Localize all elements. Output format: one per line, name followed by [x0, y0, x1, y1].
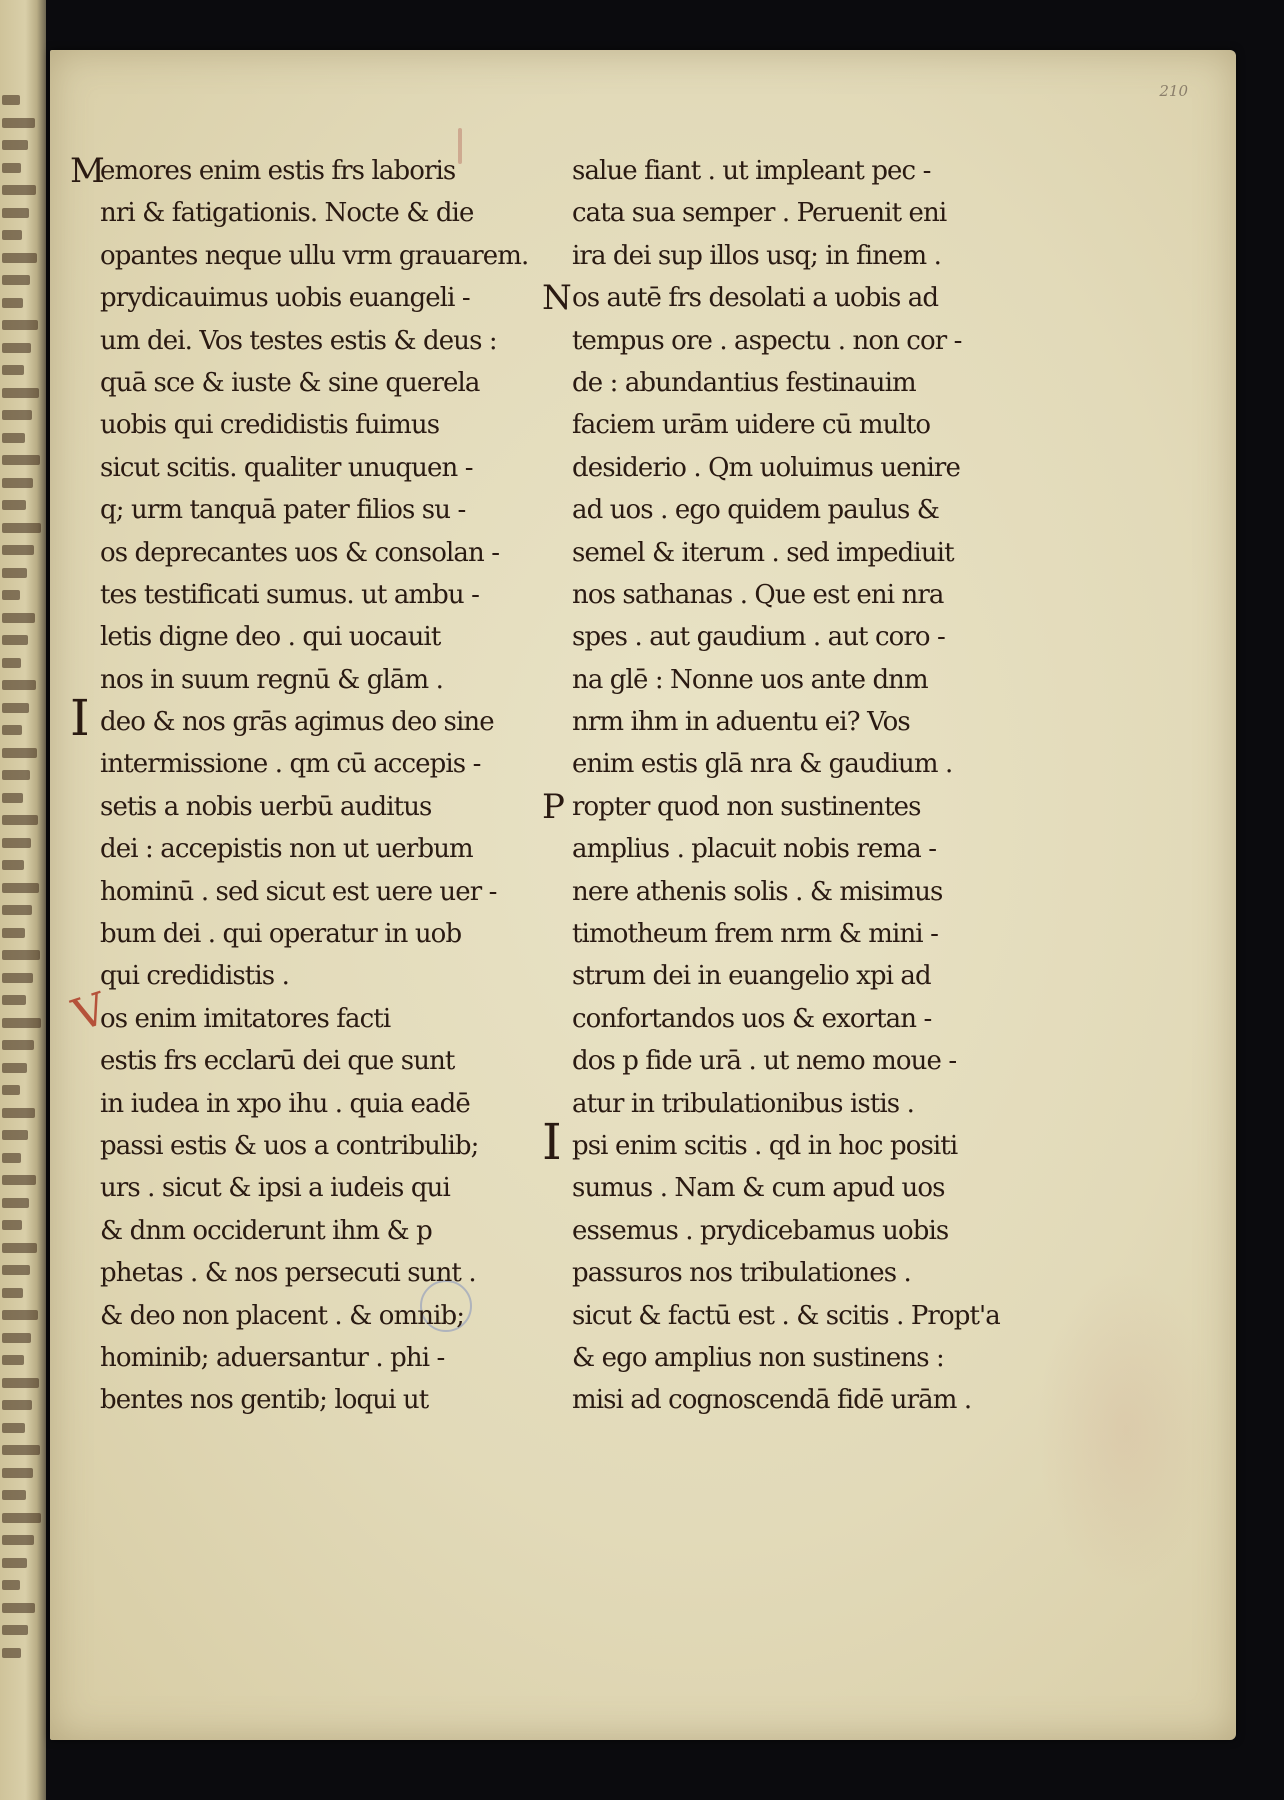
text-line: [542, 1083, 982, 1125]
adjacent-page-text-fragment: [2, 523, 41, 533]
adjacent-page-text-fragment: [2, 1378, 39, 1388]
adjacent-page-text-fragment: [2, 1243, 37, 1253]
line-text: sumus . Nam & cum apud uos: [572, 1173, 945, 1204]
text-line: [542, 701, 982, 743]
text-line: [542, 362, 982, 404]
adjacent-page-text-fragment: [2, 1040, 34, 1050]
text-line: [542, 955, 982, 997]
adjacent-page-text-fragment: [2, 185, 36, 195]
adjacent-page-text-fragment: [2, 928, 25, 938]
text-line: [542, 786, 982, 828]
line-text: estis frs ecclarū dei que sunt: [100, 1046, 455, 1077]
text-line: [70, 1210, 510, 1252]
text-line: [70, 1252, 510, 1294]
text-line: [542, 1337, 982, 1379]
adjacent-page-text-fragment: [2, 860, 24, 870]
text-line: [70, 659, 510, 701]
text-line: [542, 1379, 982, 1421]
text-line: [70, 1337, 510, 1379]
text-line: [70, 447, 510, 489]
adjacent-page-text-fragment: [2, 208, 29, 218]
adjacent-page-text-fragment: [2, 320, 38, 330]
adjacent-page-text-fragment: [2, 1355, 24, 1365]
adjacent-page-text-fragment: [2, 343, 31, 353]
adjacent-page-text-fragment: [2, 973, 33, 983]
initial-letter: P: [542, 786, 564, 827]
text-line: [70, 150, 510, 192]
line-text: & deo non placent . & omnib;: [100, 1300, 465, 1331]
adjacent-page-text-fragment: [2, 253, 37, 263]
adjacent-page-text-fragment: [2, 1265, 30, 1275]
text-line: [70, 955, 510, 997]
line-text: de : abundantius festinauim: [572, 367, 916, 398]
text-line: [542, 574, 982, 616]
text-line: [70, 532, 510, 574]
adjacent-page-text-fragment: [2, 1310, 38, 1320]
text-line: [542, 235, 982, 277]
line-text: emores enim estis frs laboris: [100, 156, 456, 186]
text-line: [542, 1295, 1000, 1337]
line-text: in iudea in xpo ihu . quia eadē: [100, 1088, 470, 1119]
text-line: [542, 1167, 982, 1209]
line-text: desiderio . Qm uoluimus uenire: [572, 452, 960, 483]
folio-number: 210: [1159, 82, 1188, 100]
adjacent-page-text-fragment: [2, 1153, 21, 1163]
text-line: [542, 489, 982, 531]
line-text: essemus . prydicebamus uobis: [572, 1215, 949, 1246]
adjacent-page-text-fragment: [2, 1603, 35, 1613]
text-line: [70, 192, 510, 234]
left-text-column: [66, 150, 529, 1422]
line-text: psi enim scitis . qd in hoc positi: [572, 1130, 958, 1161]
adjacent-page-text-fragment: [2, 1468, 33, 1478]
adjacent-page-text-fragment: [2, 1288, 23, 1298]
line-text: nrm ihm in aduentu ei? Vos: [572, 707, 910, 738]
initial-letter: I: [542, 1112, 561, 1171]
adjacent-page-text-fragment: [2, 230, 22, 240]
adjacent-page-text-fragment: [2, 770, 30, 780]
text-line: [542, 998, 982, 1040]
adjacent-page-text-fragment: [2, 1400, 32, 1410]
line-text: q; urm tanquā pater filios su -: [100, 495, 466, 526]
adjacent-page-text-fragment: [2, 1535, 34, 1545]
adjacent-page-text-fragment: [2, 118, 35, 128]
adjacent-page-text-fragment: [2, 95, 20, 105]
text-line: [70, 1125, 510, 1167]
line-text: atur in tribulationibus istis .: [572, 1088, 914, 1119]
text-line: [70, 871, 510, 913]
line-text: phetas . & nos persecuti sunt .: [100, 1258, 476, 1289]
text-line: [70, 1379, 510, 1421]
line-text: salue fiant . ut impleant pec -: [572, 156, 931, 186]
initial-letter: M: [70, 151, 104, 191]
line-text: & ego amplius non sustinens :: [572, 1342, 944, 1373]
text-line: [542, 1252, 982, 1294]
text-line: [70, 786, 510, 828]
line-text: nos in suum regnū & glām .: [100, 664, 443, 695]
text-line: [542, 277, 982, 319]
text-line: [70, 743, 510, 785]
line-text: setis a nobis uerbū auditus: [100, 791, 432, 822]
text-line: [70, 913, 510, 955]
text-line: [542, 1112, 982, 1171]
line-text: ad uos . ego quidem paulus &: [572, 495, 940, 526]
line-text: um dei. Vos testes estis & deus :: [100, 325, 497, 356]
line-text: dei : accepistis non ut uerbum: [100, 834, 473, 865]
adjacent-page-text-fragment: [2, 1108, 35, 1118]
adjacent-page-text-fragment: [2, 725, 22, 735]
adjacent-page-text-fragment: [2, 163, 21, 173]
line-text: timotheum frem nrm & mini -: [572, 919, 938, 950]
adjacent-page-text-fragment: [2, 590, 20, 600]
text-line: [70, 489, 510, 531]
adjacent-page-edge: [0, 0, 46, 1800]
line-text: deo & nos grās agimus deo sine: [100, 707, 494, 738]
adjacent-page-text-fragment: [2, 748, 37, 758]
text-line: [66, 983, 510, 1042]
line-text: misi ad cognoscendā fidē urām .: [572, 1385, 972, 1416]
line-text: intermissione . qm cū accepis -: [100, 749, 481, 780]
adjacent-page-text-fragment: [2, 1085, 20, 1095]
line-text: tes testificati sumus. ut ambu -: [100, 579, 480, 610]
adjacent-page-text-fragment: [2, 545, 34, 555]
text-line: [70, 1040, 510, 1082]
initial-letter: I: [70, 689, 89, 748]
adjacent-page-text-fragment: [2, 1423, 25, 1433]
line-text: nere athenis solis . & misimus: [572, 876, 943, 907]
line-text: bentes nos gentib; loqui ut: [100, 1385, 429, 1416]
line-text: cata sua semper . Peruenit eni: [572, 198, 947, 229]
text-line: [542, 404, 982, 446]
line-text: nos sathanas . Que est eni nra: [572, 579, 944, 610]
line-text: tempus ore . aspectu . non cor -: [572, 325, 962, 356]
line-text: bum dei . qui operatur in uob: [100, 919, 462, 950]
adjacent-page-text-fragment: [2, 455, 40, 465]
line-text: sicut scitis. qualiter unuquen -: [100, 452, 473, 483]
adjacent-page-text-fragment: [2, 1198, 29, 1208]
adjacent-page-text-fragment: [2, 500, 26, 510]
adjacent-page-text-fragment: [2, 703, 29, 713]
adjacent-page-text-fragment: [2, 1130, 28, 1140]
adjacent-page-text-fragment: [2, 478, 33, 488]
text-line: [70, 1083, 510, 1125]
adjacent-page-text-fragment: [2, 433, 25, 443]
text-line: [70, 277, 510, 319]
text-line: [542, 616, 982, 658]
adjacent-page-text-fragment: [2, 1580, 20, 1590]
text-line: [70, 689, 510, 748]
line-text: os autē frs desolati a uobis ad: [572, 283, 939, 314]
text-line: [70, 616, 510, 658]
adjacent-page-text-fragment: [2, 658, 21, 668]
adjacent-page-text-fragment: [2, 1445, 40, 1455]
adjacent-page-text-fragment: [2, 1625, 28, 1635]
initial-letter: N: [542, 278, 571, 319]
adjacent-page-text-fragment: [2, 1018, 41, 1028]
adjacent-page-text-fragment: [2, 410, 32, 420]
adjacent-page-text-fragment: [2, 140, 28, 150]
adjacent-page-text-fragment: [2, 613, 35, 623]
adjacent-page-text-fragment: [2, 635, 28, 645]
line-text: amplius . placuit nobis rema -: [572, 834, 937, 865]
line-text: ropter quod non sustinentes: [572, 791, 921, 822]
adjacent-page-text-fragment: [2, 365, 24, 375]
line-text: hominib; aduersantur . phi -: [100, 1342, 445, 1373]
line-text: confortandos uos & exortan -: [572, 1003, 932, 1034]
adjacent-page-text-fragment: [2, 1558, 27, 1568]
adjacent-page-text-fragment: [2, 950, 40, 960]
line-text: letis digne deo . qui uocauit: [100, 622, 441, 653]
adjacent-page-text-fragment: [2, 1648, 21, 1658]
text-line: [70, 404, 510, 446]
adjacent-page-text-fragment: [2, 1490, 26, 1500]
line-text: spes . aut gaudium . aut coro -: [572, 622, 945, 653]
adjacent-page-text-fragment: [2, 1513, 41, 1523]
text-line: [542, 150, 982, 192]
adjacent-page-text-fragment: [2, 1175, 36, 1185]
line-text: strum dei in euangelio xpi ad: [572, 961, 931, 992]
line-text: urs . sicut & ipsi a iudeis qui: [100, 1173, 450, 1204]
text-line: [542, 913, 982, 955]
adjacent-page-text-fragment: [2, 815, 38, 825]
line-text: quā sce & iuste & sine querela: [100, 367, 480, 398]
parchment-stain: [1036, 1270, 1216, 1590]
line-text: na glē : Nonne uos ante dnm: [572, 664, 928, 695]
adjacent-page-text-fragment: [2, 1333, 31, 1343]
line-text: qui credidistis .: [100, 961, 289, 992]
line-text: prydicauimus uobis euangeli -: [100, 283, 470, 314]
text-line: [542, 320, 982, 362]
line-text: nri & fatigationis. Nocte & die: [100, 198, 474, 229]
text-line: [70, 574, 510, 616]
line-text: passi estis & uos a contribulib;: [100, 1130, 479, 1161]
text-line: [542, 447, 982, 489]
adjacent-page-text-fragment: [2, 995, 26, 1005]
adjacent-page-text-fragment: [2, 275, 30, 285]
line-text: faciem urām uidere cū multo: [572, 410, 931, 441]
text-line: [70, 1167, 510, 1209]
text-line: [542, 1210, 982, 1252]
text-line: [70, 828, 510, 870]
text-line: [542, 828, 982, 870]
text-line: [70, 1295, 510, 1337]
line-text: uobis qui credidistis fuimus: [100, 410, 440, 441]
text-line: [542, 1040, 982, 1082]
adjacent-page-text-fragment: [2, 680, 36, 690]
line-text: hominū . sed sicut est uere uer -: [100, 876, 497, 907]
text-line: [542, 532, 982, 574]
adjacent-page-text-fragment: [2, 298, 23, 308]
text-line: [70, 320, 510, 362]
adjacent-page-text-fragment: [2, 388, 39, 398]
adjacent-page-text-fragment: [2, 568, 27, 578]
line-text: semel & iterum . sed impediuit: [572, 537, 954, 568]
text-line: [542, 743, 982, 785]
adjacent-page-text-fragment: [2, 838, 31, 848]
text-line: [542, 659, 982, 701]
line-text: ira dei sup illos usq; in finem .: [572, 240, 941, 271]
text-line: [70, 362, 510, 404]
manuscript-folio: [50, 50, 1236, 1740]
right-text-column: [542, 150, 1000, 1422]
adjacent-page-text-fragment: [2, 883, 39, 893]
line-text: os deprecantes uos & consolan -: [100, 537, 500, 568]
line-text: dos p fide urā . ut nemo moue -: [572, 1046, 957, 1077]
line-text: & dnm occiderunt ihm & p: [100, 1215, 432, 1246]
red-initial-letter: V: [66, 983, 112, 1042]
text-line: [542, 871, 982, 913]
line-text: opantes neque ullu vrm grauarem.: [100, 240, 529, 271]
text-line: [542, 192, 982, 234]
adjacent-page-text-fragment: [2, 793, 23, 803]
line-text: os enim imitatores facti: [100, 1003, 391, 1034]
adjacent-page-text-fragment: [2, 1063, 27, 1073]
line-text: enim estis glā nra & gaudium .: [572, 749, 953, 780]
adjacent-page-text-fragment: [2, 905, 32, 915]
line-text: sicut & factū est . & scitis . Propt'a: [572, 1300, 1000, 1331]
text-line: [70, 235, 529, 277]
line-text: passuros nos tribulationes .: [572, 1258, 911, 1289]
adjacent-page-text-fragment: [2, 1220, 22, 1230]
